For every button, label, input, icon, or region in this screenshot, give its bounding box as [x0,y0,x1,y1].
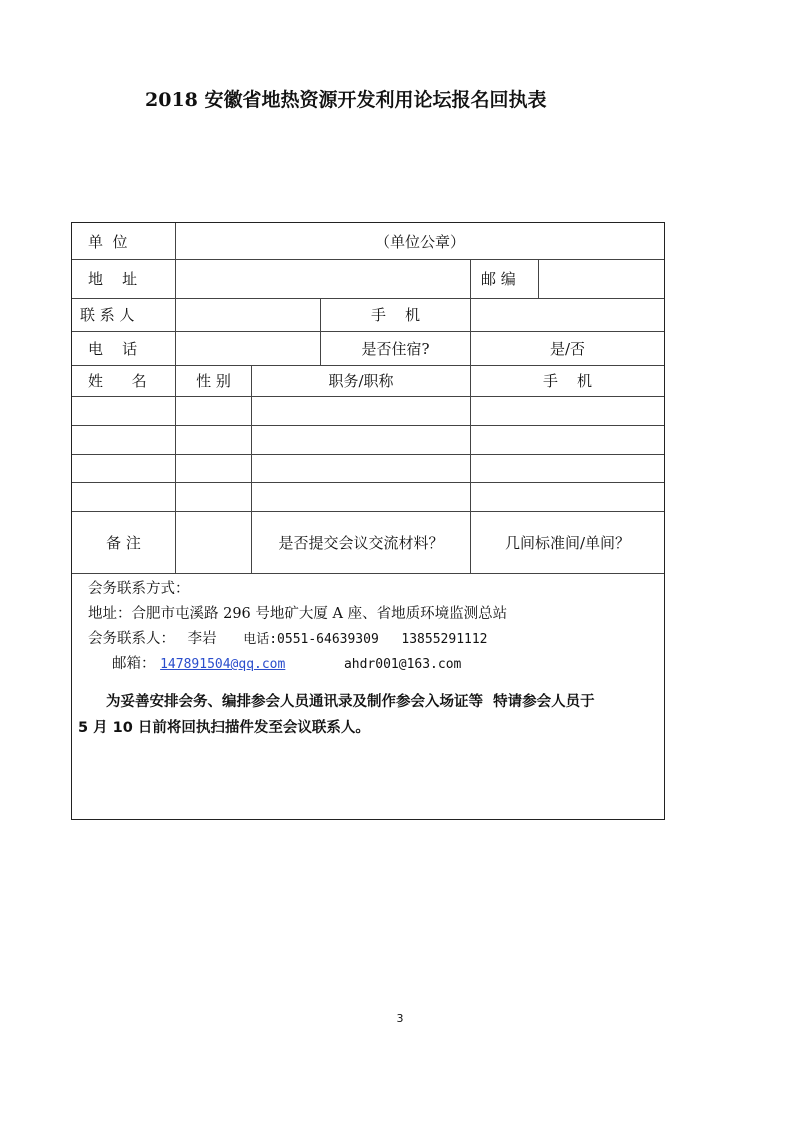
mobile-field[interactable] [471,298,664,331]
attendee-row[interactable] [72,397,664,425]
address-label: 地 址 [88,270,138,288]
contact-phone: 电话:0551-64639309 [243,632,379,647]
lodging-label: 是否住宿? [361,339,430,358]
lodging-value[interactable]: 是/否 [549,339,586,358]
attendee-row[interactable] [72,426,664,454]
page-number: 3 [396,1012,404,1025]
room-question[interactable]: 几间标准间/单间？ [504,533,631,552]
unit-label: 单 位 [88,232,128,251]
unit-value[interactable]: （单位公章） [374,232,465,251]
notice-line-2: 5 月 10 日前将回执扫描件发至会议联系人。 [78,720,370,736]
postcode-label: 邮 编 [481,270,516,288]
address-field[interactable] [176,259,470,298]
contact-person-label: 会务联系人： [88,631,175,647]
postcode-field[interactable] [539,259,664,298]
notice-line-1: 为妥善安排会务、编排参会人员通讯录及制作参会入场证等 特请参会人员于 [106,694,595,710]
mobile-label: 手 机 [370,306,421,324]
contact-person-label: 联 系 人 [80,306,135,324]
contact-email-line [112,652,461,673]
contact-heading: 会务联系方式： [88,581,190,597]
row-divider [72,573,664,574]
contact-person-name: 李岩 [187,631,217,647]
materials-question[interactable]: 是否提交会议交流材料？ [278,533,444,552]
column-header-gender: 性 别 [196,372,231,390]
attendee-row[interactable] [72,455,664,482]
column-divider [470,259,471,298]
contact-person-line [88,627,488,648]
contact-address: 地址：合肥市屯溪路 296 号地矿大厦 A 座、省地质环境监测总站 [88,606,508,622]
contact-person-field[interactable] [176,298,320,331]
contact-mobile: 13855291112 [401,632,488,647]
email-address-163: ahdr001@163.com [343,657,462,672]
email-link-qq[interactable]: 147891504@qq.com [160,657,286,672]
notice-text [78,689,662,741]
column-header-name: 姓 名 [88,372,147,390]
column-header-mobile: 手 机 [542,372,593,390]
attendee-row[interactable] [72,483,664,511]
phone-field[interactable] [176,331,320,365]
column-header-position: 职务/职称 [328,372,394,390]
phone-label: 电 话 [88,339,138,358]
document-title: 2018 安徽省地热资源开发利用论坛报名回执表 [145,89,547,111]
email-label: 邮箱： [112,656,156,672]
remarks-label: 备 注 [106,533,141,552]
